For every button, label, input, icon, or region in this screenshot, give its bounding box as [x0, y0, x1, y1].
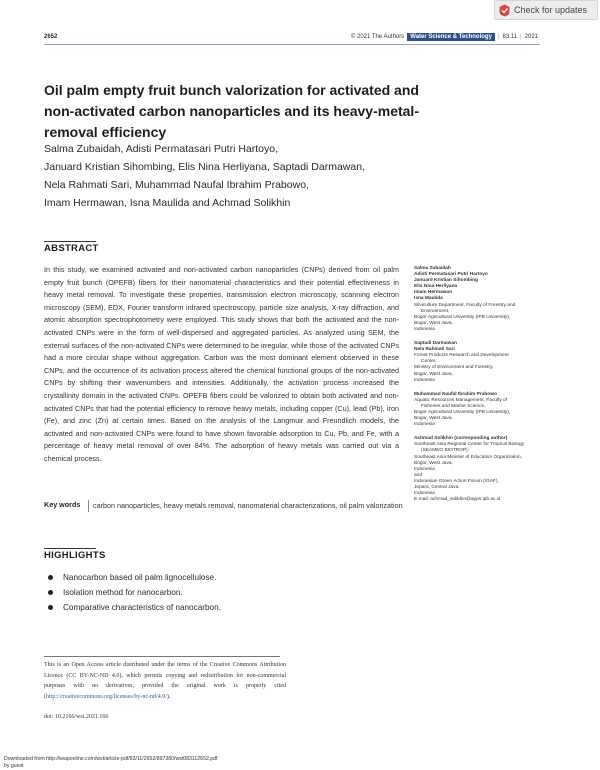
page-number: 2652	[44, 34, 58, 40]
keywords-label: Key words	[44, 500, 81, 509]
running-header	[351, 33, 538, 41]
affiliation-line: Bogor Agricultural University (IPB University),	[414, 409, 511, 415]
affiliations-column	[414, 266, 554, 511]
license-close: ).	[166, 693, 171, 700]
download-line: Downloaded from http://iwaponline.com/wst/article-pdf/83/11/2652/897380/wst083112652.pdf	[4, 756, 218, 762]
affiliation-group	[414, 341, 554, 384]
affiliation-author: Januard Kristian Sihombing	[414, 278, 478, 284]
doi-text: doi: 10.2166/wst.2021.166	[44, 714, 109, 720]
affiliation-line: Forest Products Research and Development	[414, 353, 509, 359]
journal-name: Water Science & Technology	[407, 33, 495, 41]
highlights-rule	[44, 548, 96, 549]
list-item	[44, 600, 221, 615]
bullet-icon	[48, 605, 53, 610]
affiliation-email[interactable]: E-mail: achmad_solikhin@apps.ipb.ac.id	[414, 497, 501, 503]
highlight-text: Nanocarbon based oil palm lignocellulose.	[63, 573, 217, 582]
affiliation-group	[414, 392, 554, 429]
affiliation-line: Indonesia	[414, 422, 435, 428]
download-line: by guest	[4, 762, 24, 769]
affiliation-line: Southeast Asia Minister of Education Organization,	[414, 454, 522, 460]
check-for-updates-button[interactable]	[494, 0, 598, 20]
affiliation-line: Bogor, West Java,	[414, 416, 453, 422]
keywords-text: carbon nanoparticles, heavy metals removal, nanomaterial characterizations, oil palm valorization	[88, 500, 403, 512]
affiliation-line: Southeast Asia Regional Center for Tropical Biology	[414, 442, 525, 448]
license-body: This is an Open Access article distributed under the terms of the Creative Commons Attribution Licence (CC BY-NC-ND 4.0), which permits copying and redistribution for non-commercial purposes with no derivatives, provided the original work is properly cited (	[44, 662, 286, 700]
highlights-list	[44, 570, 221, 615]
volume-issue: 83.11	[502, 34, 518, 40]
affiliation-line: Indonesia	[414, 377, 435, 383]
copyright-text: © 2021 The Authors	[350, 34, 405, 40]
affiliation-line: Bogor Agricultural University (IPB University),	[414, 314, 511, 320]
year: 2021	[524, 34, 538, 40]
bullet-icon	[48, 590, 53, 595]
affiliation-line: Silviculture Department, Faculty of Forestry and	[414, 302, 516, 308]
update-icon	[499, 4, 510, 17]
affiliation-line: Center,	[421, 359, 437, 365]
highlight-text: Isolation method for nanocarbon.	[63, 588, 183, 597]
affiliation-author: Adisti Permatasari Putri Hartoyo	[414, 272, 488, 278]
affiliation-line: Fisheries and Marine Science,	[421, 403, 486, 409]
affiliation-line: Indonesian Green Action Forum (IGAF),	[414, 478, 499, 484]
header-rule	[44, 44, 540, 45]
affiliation-author: Imam Hermawan	[414, 290, 453, 296]
highlight-text: Comparative characteristics of nanocarbon.	[63, 603, 221, 612]
author-line: Imam Hermawan, Isna Maulida and Achmad Solikhin	[44, 197, 291, 209]
author-line: Nela Rahmati Sari, Muhammad Naufal Ibrahim Prabowo,	[44, 179, 309, 191]
affiliation-line: Bogor, West Java,	[414, 320, 453, 326]
affiliation-line: Bogor, West Java,	[414, 460, 453, 466]
highlights-heading: HIGHLIGHTS	[44, 550, 106, 561]
header-separator: |	[497, 34, 500, 40]
affiliation-author: Nela Rahmati Sari	[414, 347, 455, 353]
header-separator: |	[520, 34, 522, 40]
affiliation-group	[414, 266, 554, 333]
license-link[interactable]: http://creativecommons.org/licenses/by-nc-nd/4.0/	[46, 693, 167, 700]
affiliation-line: and	[414, 472, 423, 478]
author-list	[44, 140, 374, 212]
abstract-rule	[44, 241, 96, 242]
check-for-updates-label: Check for updates	[514, 5, 588, 15]
affiliation-author: Saptadi Darmawan	[414, 341, 457, 347]
license-text	[44, 660, 286, 702]
affiliation-author: Isna Maulida	[414, 296, 443, 302]
affiliation-line: Ministry of Environment and Forestry,	[414, 365, 494, 371]
affiliation-line: Jepara, Central Java,	[414, 485, 460, 490]
article-title: Oil palm empty fruit bunch valorization for activated and non-activated carbon nanoparticles and its heavy-metal-removal efficiency	[44, 82, 419, 140]
author-line: Januard Kristian Sihombing, Elis Nina Herliyana, Saptadi Darmawan,	[44, 161, 365, 173]
affiliation-author: Achmad Solikhin (corresponding author)	[414, 436, 508, 442]
abstract-heading: ABSTRACT	[44, 243, 99, 254]
list-item	[44, 570, 221, 585]
affiliation-line: Bogor, West Java,	[414, 371, 453, 377]
affiliation-line: Indonesia	[414, 466, 435, 472]
bullet-icon	[48, 575, 53, 580]
download-note	[4, 756, 218, 769]
affiliation-author: Elis Nina Herliyana	[414, 284, 458, 290]
affiliation-line: (SEAMEO BIOTROP),	[421, 448, 469, 454]
affiliation-group	[414, 436, 554, 503]
affiliation-author: Salma Zubaidah	[414, 266, 451, 271]
affiliation-line: Aquatic Resources Management, Faculty of	[414, 397, 508, 403]
affiliation-line: Environment,	[421, 308, 450, 314]
affiliation-line: Indonesia	[414, 326, 435, 332]
list-item	[44, 585, 221, 600]
author-line: Salma Zubaidah, Adisti Permatasari Putri Hartoyo,	[44, 143, 279, 155]
license-rule	[44, 656, 280, 657]
affiliation-line: Indonesia	[414, 491, 435, 497]
affiliation-author: Muhammad Naufal Ibrahim Prabowo	[414, 391, 497, 397]
abstract-text: In this study, we examined activated and non-activated carbon nanoparticles (CNPs) derived from oil palm empty fruit bunch (OPEFB) fibers for their nanomaterial characteristics and their potential effectiveness in heavy metal removal. To investigate these properties, transmission electron microscopy, scanning electron microscopy (SEM), EDX, Fourier transform infrared spectroscopy, particle size analysis, X-ray diffraction, and atomic absorption spectrophotometry were employed. This study shows that both the activated and the non-activated CNPs were in the form of well-dispersed and aggregated particles. As analyzed using SEM, the external surfaces of the non-activated CNPs were determined to be irregular, while those of the activated CNPs had a more circular shape without aggregation. Carbon was the most dominant element observed in these CNPs, and the occurrence of its activation process altered the chemical functional groups of the non-activated CNPs by shifting their wavenumbers and intensities. Additionally, the activation process increased the crystallinity domain in the activated CNPs. OPEFB fibers could be valorized to obtain both activated and non-activated CNPs that had the potential efficiency to remove heavy metals, including copper (Cu), lead (Pb), iron (Fe), and zinc (Zn) at certain times. Based on the analysis of the Langmuir and Freundlich models, the activated and non-activated CNPs were found to have shown favorable adsorption to Cu, Pb, and Fe, with a percentage of heavy metal removal of over 84%. The adsorption of heavy metals was carried out via a chemical process.	[44, 265, 399, 463]
